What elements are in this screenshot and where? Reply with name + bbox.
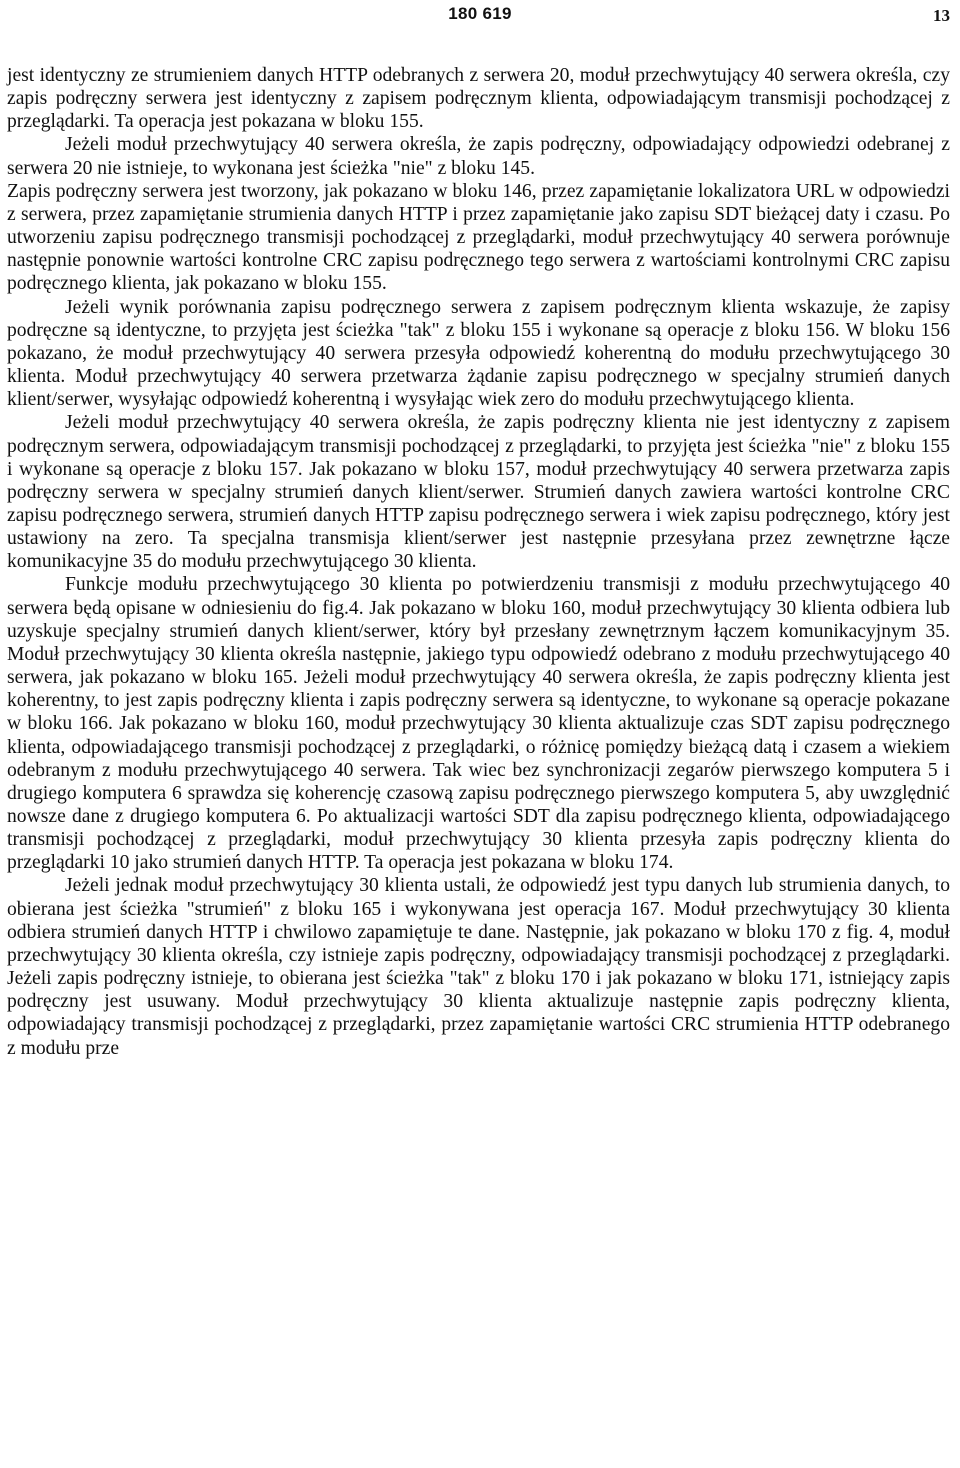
page-number: 13 <box>933 6 950 25</box>
patent-number: 180 619 <box>448 4 512 23</box>
paragraph: Jeżeli wynik porównania zapisu podręcznego serwera z zapisem podręcznym klienta wskazuje, że zapisy podręczne są identyczne, to przyjęta jest ścieżka "tak" z bloku 155 i wykonane są operacje z bloku 156. W bloku 156 pokazano, że moduł przechwytujący 40 serwera przesyła odpowiedź koherentną do modułu przechwytującego 30 klienta. Moduł przechwytujący 40 serwera przetwarza żądanie zapisu podręcznego w specjalny strumień danych klient/serwer, wysyłając odpowiedź koherentną i wysyłając wiek zero do modułu przechwytującego klienta. <box>7 296 950 411</box>
paragraph: Jeżeli moduł przechwytujący 40 serwera określa, że zapis podręczny, odpowiadający odpowiedzi odebranej z serwera 20 nie istnieje, to wykonana jest ścieżka "nie" z bloku 145. <box>7 134 950 179</box>
paragraph: Zapis podręczny serwera jest tworzony, jak pokazano w bloku 146, przez zapamiętanie lokalizatora URL w odpowiedzi z serwera, przez zapamiętanie strumienia danych HTTP i przez zapamiętanie jako zapisu SDT bieżącej daty i czasu. Po utworzeniu zapisu podręcznego transmisji pochodzącej z przeglądarki, moduł przechwytujący 40 serwera porównuje następnie ponownie wartości kontrolne CRC zapisu podręcznego tego serwera z wartościami kontrolnymi CRC zapisu podręcznego klienta, jak pokazano w bloku 155. <box>7 180 950 295</box>
paragraph: Jeżeli moduł przechwytujący 40 serwera określa, że zapis podręczny klienta nie jest identyczny z zapisem podręcznym serwera, odpowiadającym transmisji pochodzącej z przeglądarki, to przyjęta jest ścieżka "nie" z bloku 155 i wykonane są operacje z bloku 157. Jak pokazano w bloku 157, moduł przechwytujący 40 serwera przetwarza zapis podręczny serwera w specjalny strumień danych klient/serwer. Strumień danych zawiera wartości kontrolne CRC zapisu podręcznego serwera, strumień danych HTTP zapisu podręcznego serwera i wiek zapisu podręcznego, który jest ustawiony na zero. Ta specjalna transmisja klient/serwer jest następnie przesyłana przez zewnętrzne łącze komunikacyjne 35 do modułu przechwytującego 30 klienta. <box>7 412 950 573</box>
page-header <box>0 4 960 30</box>
paragraph: Jeżeli jednak moduł przechwytujący 30 klienta ustali, że odpowiedź jest typu danych lub strumienia danych, to obierana jest ścieżka "strumień" z bloku 165 i wykonywana jest operacja 167. Moduł przechwytujący 30 klienta odbiera strumień danych HTTP i chwilowo zapamiętuje te dane. Następnie, jak pokazano w bloku 170 z fig. 4, moduł przechwytujący 30 klienta określa, czy istnieje zapis podręczny, odpowiadający transmisji pochodzącej z przeglądarki. Jeżeli zapis podręczny istnieje, to obierana jest ścieżka "tak" z bloku 170 i jak pokazano w bloku 171, istniejący zapis podręczny jest usuwany. Moduł przechwytujący 30 klienta aktualizuje następnie zapis podręczny klienta, odpowiadający transmisji pochodzącej z przeglądarki, przez zapamiętanie wartości CRC strumienia HTTP odebranego z modułu prze <box>7 875 950 1059</box>
paragraph: jest identyczny ze strumieniem danych HTTP odebranych z serwera 20, moduł przechwytujący 40 serwera określa, czy zapis podręczny serwera jest identyczny z zapisem podręcznym klienta, odpowiadającym transmisji pochodzącej z przeglądarki. Ta operacja jest pokazana w bloku 155. <box>7 65 950 133</box>
paragraph: Funkcje modułu przechwytującego 30 klienta po potwierdzeniu transmisji z modułu przechwytującego 40 serwera będą opisane w odniesieniu do fig.4. Jak pokazano w bloku 160, moduł przechwytujący 30 klienta odbiera lub uzyskuje specjalny strumień danych klient/serwer, który był przesłany zewnętrznym łączem komunikacyjnym 35. Moduł przechwytujący 30 klienta określa następnie, jakiego typu odpowiedź odebrano z modułu przechwytującego 40 serwera, jak pokazano w bloku 165. Jeżeli moduł przechwytujący 40 serwera określa, że zapis podręczny klienta jest koherentny, to jest zapis podręczny klienta i zapis podręczny serwera są identyczne, to wykonane są operacje pokazane w bloku 166. Jak pokazano w bloku 160, moduł przechwytujący 30 klienta aktualizuje czas SDT zapisu podręcznego klienta, odpowiadającego transmisji pochodzącej z przeglądarki, o różnicę pomiędzy bieżącą datą i czasem a wiekiem odebranym z modułu przechwytującego 40 serwera. Tak wiec bez synchronizacji zegarów pierwszego komputera 5 i drugiego komputera 6 sprawdza się koherencję czasową zapisu podręcznego pierwszego komputera 5, aby uwzględnić nowsze dane z drugiego komputera 6. Po aktualizacji wartości SDT dla zapisu podręcznego klienta, odpowiadającego transmisji pochodzącej z przeglądarki, moduł przechwytujący 30 klienta przesyła zapis podręczny klienta do przeglądarki 10 jako strumień danych HTTP. Ta operacja jest pokazana w bloku 174. <box>7 574 950 874</box>
body-text <box>7 64 950 1060</box>
